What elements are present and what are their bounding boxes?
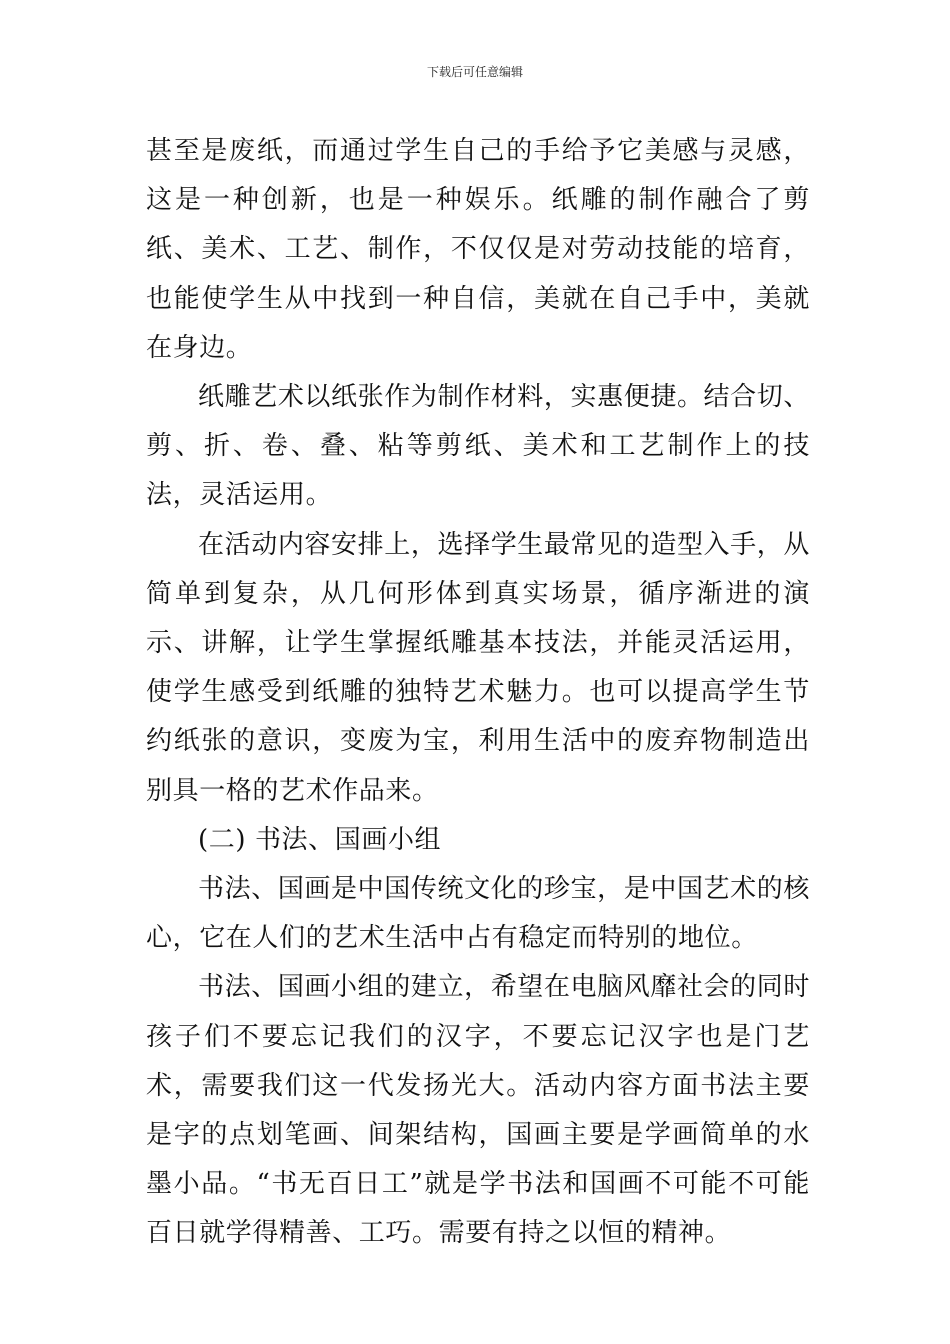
paragraph-paper-carving-intro: 甚至是废纸，而通过学生自己的手给予它美感与灵感，这是一种创新，也是一种娱乐。纸雕的制作融合了剪纸、美术、工艺、制作，不仅仅是对劳动技能的培育，也能使学生从中找到一种自信，美就在自己手中，美就在身边。 (146, 136, 810, 363)
paragraph-calligraphy-treasure: 书法、国画是中国传统文化的珍宝，是中国艺术的核心，它在人们的艺术生活中占有稳定而特别的地位。 (146, 874, 810, 954)
paragraph-activity-arrangement: 在活动内容安排上，选择学生最常见的造型入手，从简单到复杂，从几何形体到真实场景，循序渐进的演示、讲解，让学生掌握纸雕基本技法，并能灵活运用，使学生感受到纸雕的独特艺术魅力。也可以提高学生节约纸张的意识，变废为宝，利用生活中的废弃物制造出别具一格的艺术作品来。 (146, 529, 810, 806)
page-header: 下载后可任意编辑 (426, 65, 523, 79)
paragraph-paper-carving-materials: 纸雕艺术以纸张作为制作材料，实惠便捷。结合切、剪、折、卷、叠、粘等剪纸、美术和工艺制作上的技法，灵活运用。 (146, 382, 810, 511)
paragraph-calligraphy-group: 书法、国画小组的建立，希望在电脑风靡社会的同时孩子们不要忘记我们的汉字，不要忘记汉字也是门艺术，需要我们这一代发扬光大。活动内容方面书法主要是字的点划笔画、间架结构，国画主要是学画简单的水墨小品。“书无百日工”就是学书法和国画不可能不可能百日就学得精善、工巧。需要有持之以恒的精神。 (146, 972, 810, 1249)
section-heading-calligraphy-painting: (二) 书法、国画小组 (198, 824, 442, 855)
document-body (146, 127, 810, 1259)
